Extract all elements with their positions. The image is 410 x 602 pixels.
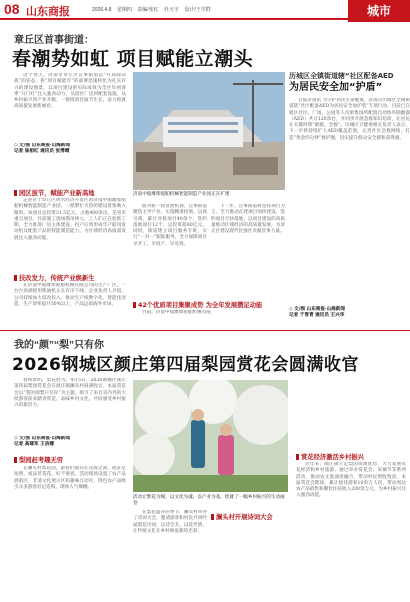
- sidebar-text-body: 首报济南讯 为守护居民生命健康，济南市历城区全镇街道辖“社区配备AED为居民安全加护盾”专项行动，目前已在辖区社区、广场、公园等人员密集场所配置自动体外除颤器（AED）共计120余台，并同步开展急救知识培训，让居民在关键时刻“敢救、会救”。历城区卫健委相关负责人表示，下一步将持续扩大AED覆盖范围，完善社区急救网络，打造“黄金四分钟”救护圈，切实提升群众安全感和获得感。: [289, 98, 410, 141]
- story1-subhead-2: 技改发力，传统产业焕新生: [14, 273, 95, 282]
- story2-intro: [14, 378, 126, 432]
- section-label: 城市: [348, 0, 410, 22]
- story1-subhead-3: 42个优质项目集聚成势 为全年发展攒足动能: [133, 300, 285, 309]
- story2-col2: [133, 510, 207, 596]
- sidebar-story: [289, 72, 410, 327]
- sidebar-kicker: 历城区全镇街道辖“社区配备AED: [289, 72, 394, 80]
- story1-byline: ◇ 文/图 山东商报·山海新闻 记者 崔相红 通讯员 张博晴: [14, 143, 70, 155]
- story2-col3-text: 近年来，颜庄镇立足梨园资源优势，大力发展赏花经济和乡村旅游，通过举办赏花会、采摘节等系列活动，推动农文旅深度融合，带动村民增收致富。本届赏花会期间，累计接待游客10余万人次，带动周边农产品销售和餐饮住宿收入200余万元，为乡村振兴注入强劲动能。: [296, 462, 406, 499]
- paper-name: 山东商报: [26, 6, 70, 18]
- story2-headline: 2026钢城区颜庄第四届梨园赏花会圆满收官: [12, 355, 359, 375]
- story1-subhead-1: 园区拔节，赋能产业新高地: [14, 188, 95, 197]
- story1-col1-text: 走进位于章丘区明水经济开发区的济南中船潍柴船舶机械智能制造产业园，一派繁忙火热的建设景象映入眼帘。该项目总投资31.5亿元，占地400余亩，是省市重点项目。目前施工现场塔吊林立，工人们正在抢抓工期，全力推进厂房主体建设。投产后将形成年产船用发动机及配套产品的智能制造能力，为区域经济高质量发展注入强劲动能。: [14, 198, 126, 241]
- sidebar-text: [289, 98, 410, 278]
- story1-col3-text: 面对新一轮发展机遇，首事街道聚焦主导产业，实施精准招商、以商引商，累计对接项目40余个，签约落地项目12个，总投资超80亿元。同时，街道建立项目服务专班，实行“一对一”跟踪服务，全力保障项目早开工、早投产、早见效。: [133, 204, 207, 247]
- story1-col3: [133, 204, 207, 296]
- page-number: 08: [4, 1, 20, 17]
- story2-photo-caption: 活动让繁花为媒，以文化为魂，以产业为基，绘就了一幅乡村振兴的生动画卷: [133, 495, 285, 506]
- story1-col4: [211, 204, 285, 296]
- issue-info: 2026.4.8 星期四 责编/张红 杜天宇 设计/王学群: [92, 7, 211, 13]
- story1-col4-text: 下一步，首事街道将坚持项目为王，全力推动在建项目加快建设、签约项目尽快落地，以项目建设的高质量推动区域经济的高质量发展，为章丘区建设现代化强区贡献首事力量。: [211, 204, 285, 235]
- section-divider: [0, 330, 410, 331]
- story1-photo: [133, 72, 285, 190]
- story1-headline: 春潮势如虹 项目赋能立潮头: [12, 48, 254, 70]
- story1-col2: [14, 283, 126, 325]
- story2-col1: [14, 466, 126, 596]
- story1-col5: [133, 310, 285, 324]
- story2-kicker: 我的“颜”“梨”只有你: [14, 340, 104, 351]
- story2-intro-text: 春和景明，梨花胜雪。4月5日，2026钢城区颜庄第四届梨园赏花会在颜庄镇澜头村圆满收官。本届赏花会以“我的颜梨只有你”为主题，吸引了来自省内外的大批游客前来踏青赏花、品味乡村文化，共同感受乡村振兴的新活力。: [14, 378, 126, 409]
- story2-subhead-2: 澜头村开展诗词大会: [211, 512, 273, 521]
- story1-kicker: 章丘区首事街道：: [14, 35, 94, 46]
- story1-col5-text: 目前，济南中船潍柴船舶机械有限: [142, 310, 211, 315]
- story1-intro-text: 这个春天，济南市章丘区首事街道以“开局即决战”的姿态，将“项目赋能年”的部署迅速转化为扎实有力的建设图景。以项目建设的实际成效为全区年初春季“开门红”注入强劲动力。从园区厂房到配套设施，从乡村振兴到产业升级，一批批项目拔节生长，奋力绘就高质量发展新画卷。: [14, 73, 126, 110]
- story2-col2-text: 在梨花盛开的季节，澜头村举办了诗词大会，邀请游客和村民共同吟诵梨花诗词，以诗会友、以花传情，让传统文化在乡村焕发新的光彩。: [133, 510, 207, 534]
- story2-col1-text: 在澜头村梨花园，游客们徜徉在花海之间，或驻足拍照，或品茗赏花，好不惬意。活动现场设置了农产品展销区、非遗文化展示区和趣味互动区，特色农产品吸引众多游客驻足选购，现场人气爆棚。: [14, 466, 126, 490]
- sidebar-byline: ◇ 文/图 山东商报·山海新闻 记者 于雪青 通讯员 王兴华: [289, 307, 345, 318]
- sidebar-title: 为居民安全加“护盾”: [289, 82, 383, 93]
- story1-col1: [14, 198, 126, 268]
- story1-photo-caption: 济南中船潍柴船舶机械智能制造产业园正在扩建: [133, 192, 230, 197]
- story2-byline: ◇ 文/图 山东商报·山海新闻 记者 高建军 王洁娜: [14, 436, 70, 448]
- story1-intro: [14, 73, 126, 141]
- story2-photo: [133, 380, 288, 492]
- story1-col2-text: 在济南中船潍柴船舶机械有限公司的生产厂区，一台台高端船用柴油机正在有序下线。企业负责人介绍，公司持续加大技改投入，推动生产线数字化、智能化改造，生产效率提升30%以上，产品远销海外市场。: [14, 283, 126, 307]
- story2-subhead-1: 梨园赶考趣无穷: [14, 455, 63, 464]
- story2-col3: [296, 462, 406, 596]
- story2-subhead-3: 赏花经济激活乡村振兴: [296, 452, 364, 461]
